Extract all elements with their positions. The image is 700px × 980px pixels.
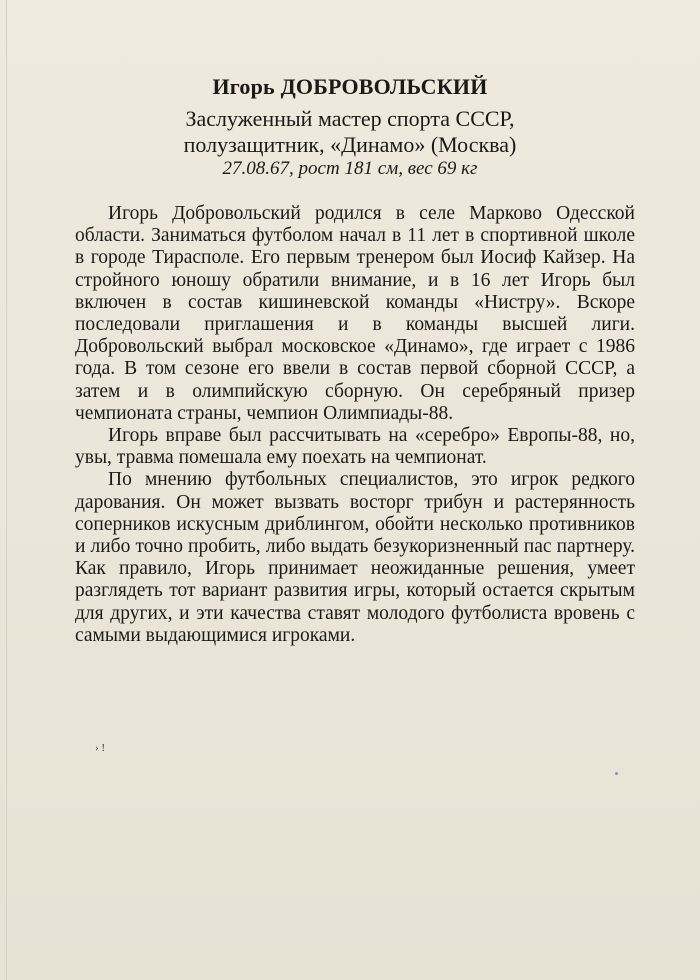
biography-paragraph-1: Игорь Добровольский родился в селе Марково Одесской области. Заниматься футболом начал в 11 лет в спортивной школе в городе Тирасполе. Его первым тренером был Иосиф Кайзер. На стройного юношу обратили внимание, и в 16 лет Игорь был включен в состав кишиневской команды «Нистру». Вскоре последовали приглашения и в команды высшей лиги. Добровольский выбрал московское «Динамо», где играет с 1986 года. В том сезоне его ввели в состав первой сборной СССР, а затем и в олимпийскую сборную. Он серебряный призер чемпионата страны, чемпион Олимпиады-88. bbox=[75, 203, 635, 424]
player-title-line-1: Заслуженный мастер спорта СССР, bbox=[185, 106, 515, 131]
biography-text bbox=[75, 203, 635, 647]
player-first-name: Игорь bbox=[212, 74, 275, 99]
print-specks: › ! bbox=[95, 742, 106, 754]
biography-paragraph-3: По мнению футбольных специалистов, это игрок редкого дарования. Он может вызвать восторг трибун и растерянность соперников искусным дриблингом, обойти несколько противников и либо точно пробить, либо выдать безукоризненный пас партнеру. Как правило, Игорь принимает неожиданные решения, умеет разглядеть тот вариант развития игры, который остается скрытым для других, и эти качества ставят молодого футболиста вровень с самыми выдающимися игроками. bbox=[75, 469, 635, 646]
biography-paragraph-2: Игорь вправе был рассчитывать на «серебро» Европы-88, но, увы, травма помешала ему поехать на чемпионат. bbox=[75, 425, 635, 469]
player-name bbox=[0, 74, 700, 100]
player-stats: 27.08.67, рост 181 см, вес 69 кг bbox=[222, 158, 478, 179]
ink-dot bbox=[615, 772, 618, 775]
player-last-name: ДОБРОВОЛЬСКИЙ bbox=[280, 74, 488, 99]
player-title-line-2: полузащитник, «Динамо» (Москва) bbox=[183, 132, 517, 157]
